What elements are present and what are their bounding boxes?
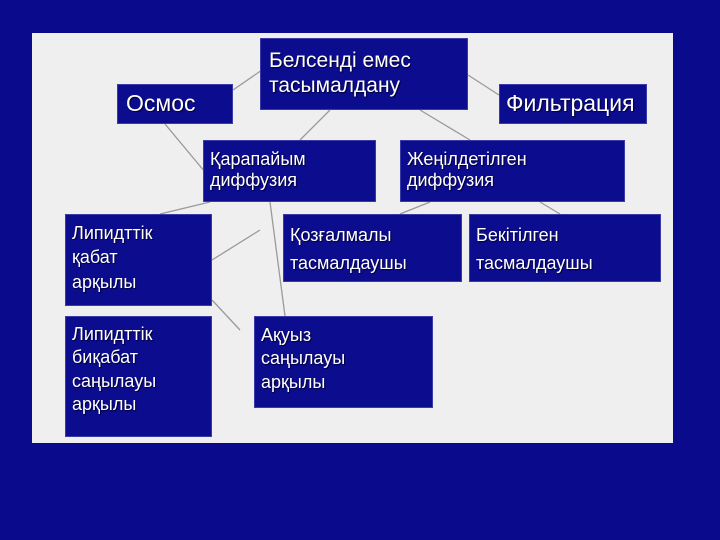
connector-facilitated-fixed — [540, 202, 560, 214]
osmosis-box: Осмос — [117, 84, 233, 124]
connector-facilitated-mobile — [400, 202, 430, 214]
via-bilayer-pores-box: Липидттік биқабат саңылауы арқылы — [65, 316, 212, 437]
connector-simple-lipid — [160, 202, 210, 214]
filtration-box: Фильтрация — [499, 84, 647, 124]
simple-diffusion-box: Қарапайым диффузия — [203, 140, 376, 202]
connector-root-osmosis — [233, 70, 262, 90]
connector-root-facilitated — [420, 110, 470, 140]
mobile-carriers-box: Қозғалмалы тасмалдаушы — [283, 214, 462, 282]
passive-transport-root-box: Белсенді емес тасымалдану — [260, 38, 468, 110]
fixed-carriers-box: Бекітілген тасмалдаушы — [469, 214, 661, 282]
facilitated-diffusion-box: Жеңілдетілген диффузия — [400, 140, 625, 202]
connector-simple-bilayer — [212, 230, 260, 260]
via-protein-pores-box: Ақуыз саңылауы арқылы — [254, 316, 433, 408]
via-lipid-layer-box: Липидттік қабат арқылы — [65, 214, 212, 306]
connector-bilayer-side — [212, 300, 240, 330]
connector-osmosis-simple — [165, 124, 205, 172]
connector-root-simple — [300, 110, 330, 140]
connector-root-filtration — [468, 75, 499, 95]
